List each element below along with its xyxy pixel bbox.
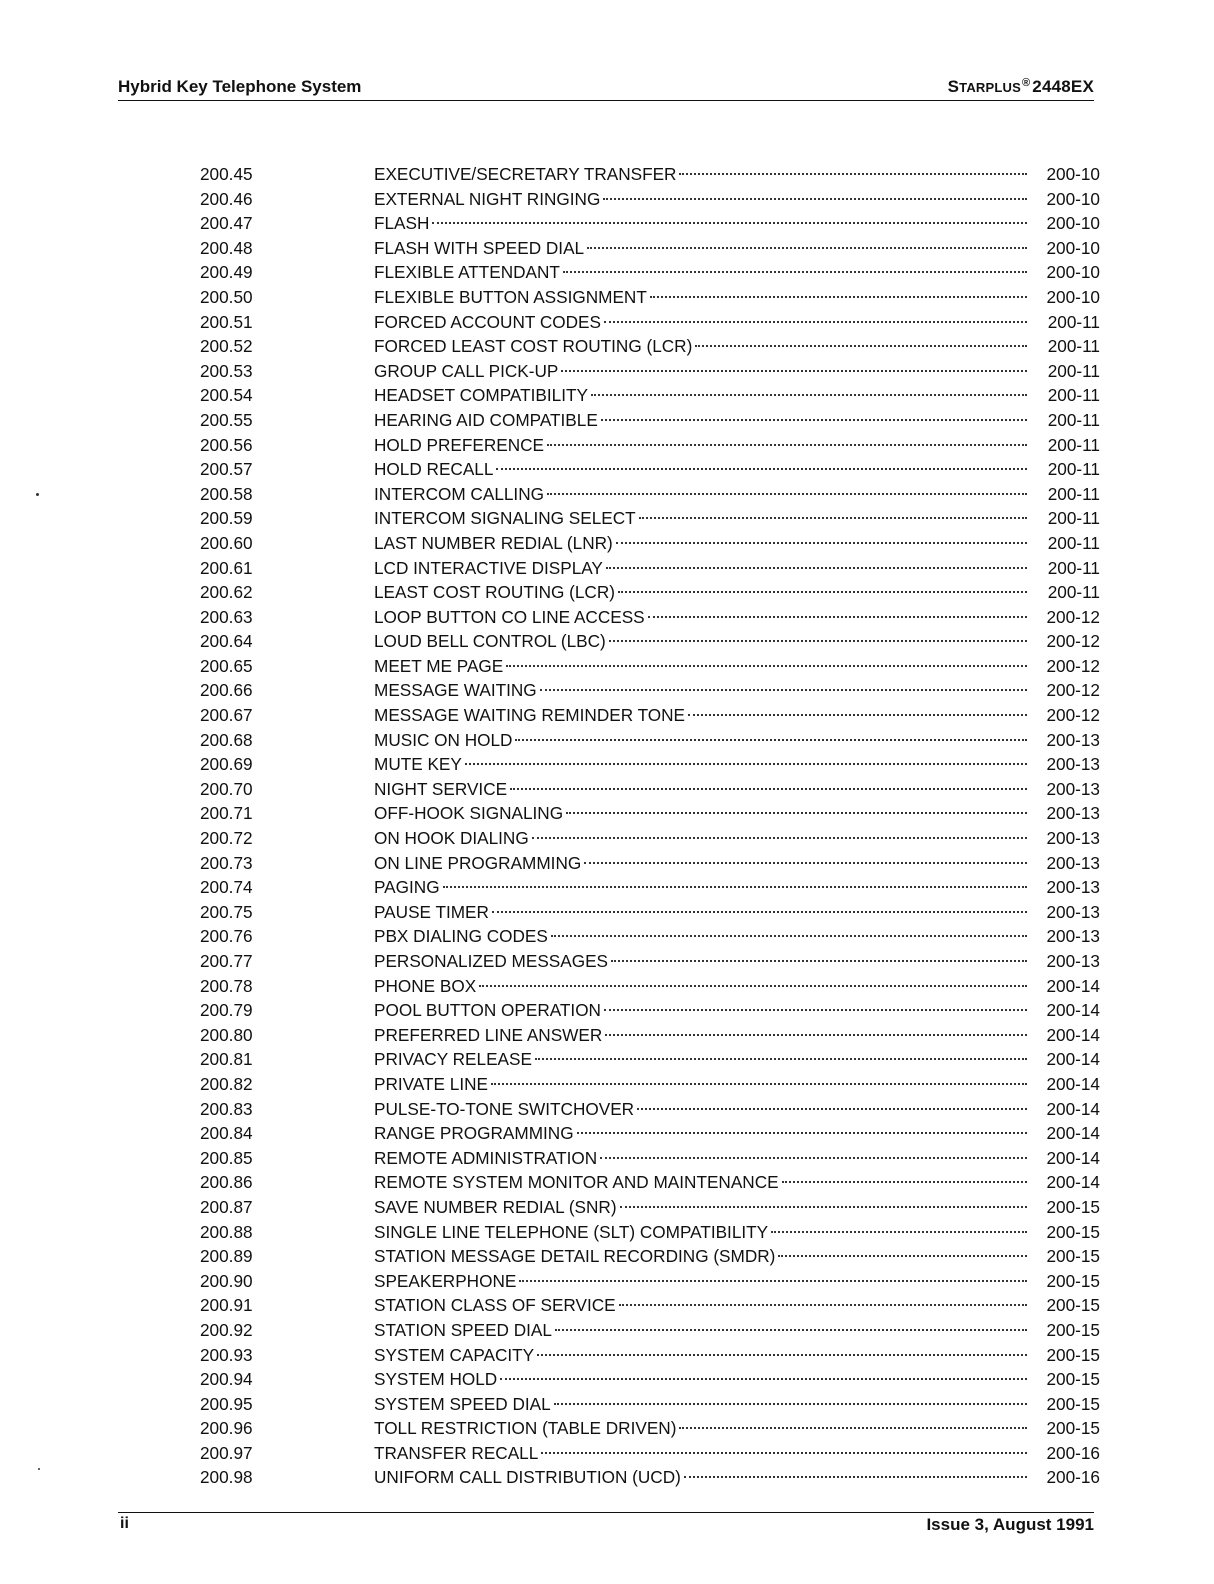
dot-leader — [510, 788, 1027, 790]
toc-entry — [200, 359, 1100, 384]
section-title: ON HOOK DIALING — [374, 828, 529, 849]
dot-leader — [605, 1034, 1027, 1036]
section-number: 200.55 — [200, 409, 253, 430]
section-number: 200.73 — [200, 852, 253, 873]
dot-leader — [492, 911, 1027, 913]
section-page: 200-13 — [1046, 754, 1100, 775]
section-page: 200-15 — [1046, 1270, 1100, 1291]
section-title: PRIVACY RELEASE — [374, 1049, 532, 1070]
section-number: 200.69 — [200, 754, 253, 775]
toc-entry — [200, 875, 1100, 900]
toc-entry — [200, 1146, 1100, 1171]
section-page: 200-15 — [1046, 1393, 1100, 1414]
section-page: 200-12 — [1046, 680, 1100, 701]
dot-leader — [496, 468, 1027, 470]
toc-entry — [200, 851, 1100, 876]
toc-entry — [200, 1416, 1100, 1441]
section-title: FLASH — [374, 213, 430, 234]
dot-leader — [491, 1083, 1027, 1085]
section-page: 200-14 — [1046, 975, 1100, 996]
section-title: SPEAKERPHONE — [374, 1270, 517, 1291]
section-page: 200-10 — [1046, 262, 1100, 283]
section-title: FORCED LEAST COST ROUTING (LCR) — [374, 336, 693, 357]
dot-leader — [639, 517, 1027, 519]
dot-leader — [637, 1108, 1027, 1110]
toc-entry — [200, 1392, 1100, 1417]
section-number: 200.76 — [200, 926, 253, 947]
toc-entry — [200, 1220, 1100, 1245]
toc-entry — [200, 1047, 1100, 1072]
dot-leader — [561, 370, 1027, 372]
section-title: STATION SPEED DIAL — [374, 1319, 552, 1340]
section-page: 200-13 — [1046, 926, 1100, 947]
toc-entry — [200, 1244, 1100, 1269]
toc-entry — [200, 728, 1100, 753]
section-page: 200-14 — [1046, 1073, 1100, 1094]
section-title: PHONE BOX — [374, 975, 477, 996]
section-title: LAST NUMBER REDIAL (LNR) — [374, 532, 613, 553]
section-title: HEADSET COMPATIBILITY — [374, 385, 588, 406]
section-page: 200-13 — [1046, 729, 1100, 750]
dot-leader — [519, 1280, 1027, 1282]
section-number: 200.58 — [200, 483, 253, 504]
dot-leader — [479, 985, 1027, 987]
dot-leader — [695, 345, 1027, 347]
dot-leader — [591, 394, 1027, 396]
toc-entry — [200, 1269, 1100, 1294]
toc-entry — [200, 974, 1100, 999]
toc-entry — [200, 998, 1100, 1023]
dot-leader — [771, 1231, 1027, 1233]
toc-entry — [200, 211, 1100, 236]
section-number: 200.71 — [200, 803, 253, 824]
dot-leader — [606, 567, 1027, 569]
section-number: 200.98 — [200, 1467, 253, 1488]
section-page: 200-16 — [1046, 1442, 1100, 1463]
section-title: LCD INTERACTIVE DISPLAY — [374, 557, 603, 578]
section-page: 200-11 — [1047, 532, 1100, 553]
toc-entry — [200, 457, 1100, 482]
footer-issue-date: Issue 3, August 1991 — [926, 1515, 1094, 1534]
section-title: REMOTE ADMINISTRATION — [374, 1147, 598, 1168]
section-number: 200.49 — [200, 262, 253, 283]
dot-leader — [537, 1354, 1027, 1356]
toc-entry — [200, 654, 1100, 679]
section-page: 200-10 — [1046, 286, 1100, 307]
section-title: FLEXIBLE BUTTON ASSIGNMENT — [374, 286, 647, 307]
section-number: 200.59 — [200, 508, 253, 529]
dot-leader — [604, 1009, 1027, 1011]
toc-entry — [200, 777, 1100, 802]
toc-entry — [200, 1441, 1100, 1466]
section-number: 200.67 — [200, 705, 253, 726]
dot-leader — [619, 1304, 1027, 1306]
section-title: MESSAGE WAITING REMINDER TONE — [374, 705, 686, 726]
section-title: FLASH WITH SPEED DIAL — [374, 237, 585, 258]
section-title: PAGING — [374, 877, 440, 898]
section-page: 200-14 — [1046, 1172, 1100, 1193]
dot-leader — [551, 935, 1027, 937]
dot-leader — [620, 1206, 1027, 1208]
section-title: HOLD PREFERENCE — [374, 434, 544, 455]
section-page: 200-11 — [1047, 508, 1100, 529]
dot-leader — [782, 1181, 1027, 1183]
toc-entry — [200, 1465, 1100, 1490]
section-number: 200.95 — [200, 1393, 253, 1414]
dot-leader — [535, 1058, 1027, 1060]
toc-entry — [200, 1343, 1100, 1368]
toc-entry — [200, 1195, 1100, 1220]
section-page: 200-14 — [1046, 1000, 1100, 1021]
toc-entry — [200, 924, 1100, 949]
section-title: PERSONALIZED MESSAGES — [374, 951, 609, 971]
toc-entry — [200, 801, 1100, 826]
section-title: PREFERRED LINE ANSWER — [374, 1024, 603, 1045]
section-title: UNIFORM CALL DISTRIBUTION (UCD) — [374, 1467, 681, 1488]
section-page: 200-13 — [1046, 877, 1100, 898]
section-number: 200.86 — [200, 1172, 253, 1193]
section-page: 200-12 — [1046, 655, 1100, 676]
section-title: SINGLE LINE TELEPHONE (SLT) COMPATIBILITY — [374, 1221, 769, 1242]
section-title: FLEXIBLE ATTENDANT — [374, 262, 560, 283]
section-title: SYSTEM HOLD — [374, 1369, 498, 1390]
section-number: 200.75 — [200, 901, 253, 922]
section-page: 200-14 — [1046, 1147, 1100, 1168]
section-title: MUSIC ON HOLD — [374, 729, 513, 750]
section-number: 200.65 — [200, 655, 253, 676]
dot-leader — [611, 960, 1027, 962]
toc-entry — [200, 1318, 1100, 1343]
section-number: 200.83 — [200, 1098, 253, 1119]
section-title: MESSAGE WAITING — [374, 680, 537, 701]
dot-leader — [506, 665, 1027, 667]
brand-rest: TARPLUS — [959, 80, 1021, 95]
section-number: 200.51 — [200, 311, 253, 332]
dot-leader — [609, 640, 1027, 642]
dot-leader — [566, 812, 1027, 814]
section-title: SYSTEM CAPACITY — [374, 1344, 535, 1365]
toc-entry — [200, 949, 1100, 974]
section-page: 200-11 — [1047, 360, 1100, 381]
toc-entry — [200, 433, 1100, 458]
dot-leader — [563, 271, 1027, 273]
section-page: 200-11 — [1047, 557, 1100, 578]
toc-entry — [200, 900, 1100, 925]
section-title: LOUD BELL CONTROL (LBC) — [374, 631, 606, 652]
section-number: 200.84 — [200, 1123, 253, 1144]
section-number: 200.97 — [200, 1442, 253, 1463]
section-page: 200-10 — [1046, 164, 1100, 184]
toc-entry — [200, 1170, 1100, 1195]
section-number: 200.85 — [200, 1147, 253, 1168]
dot-leader — [465, 763, 1027, 765]
toc-entry — [200, 310, 1100, 335]
dot-leader — [555, 1329, 1027, 1331]
section-title: POOL BUTTON OPERATION — [374, 1000, 601, 1021]
section-title: GROUP CALL PICK-UP — [374, 360, 559, 381]
section-title: TRANSFER RECALL — [374, 1442, 539, 1463]
section-title: EXTERNAL NIGHT RINGING — [374, 188, 601, 209]
toc-entry — [200, 506, 1100, 531]
toc-entry — [200, 605, 1100, 630]
section-number: 200.61 — [200, 557, 253, 578]
section-title: FORCED ACCOUNT CODES — [374, 311, 601, 332]
dot-leader — [500, 1378, 1027, 1380]
section-page: 200-10 — [1046, 213, 1100, 234]
section-number: 200.68 — [200, 729, 253, 750]
section-page: 200-14 — [1046, 1049, 1100, 1070]
section-page: 200-11 — [1047, 483, 1100, 504]
product-model: 2448EX — [1032, 77, 1094, 96]
section-number: 200.79 — [200, 1000, 253, 1021]
section-page: 200-11 — [1047, 582, 1100, 603]
section-page: 200-15 — [1046, 1344, 1100, 1365]
dot-leader — [547, 493, 1027, 495]
section-number: 200.80 — [200, 1024, 253, 1045]
dot-leader — [684, 1476, 1027, 1478]
table-of-contents — [200, 162, 1100, 1490]
section-page: 200-11 — [1047, 459, 1100, 480]
dot-leader — [554, 1403, 1027, 1405]
section-number: 200.96 — [200, 1418, 253, 1439]
section-page: 200-11 — [1047, 385, 1100, 406]
section-page: 200-13 — [1046, 901, 1100, 922]
section-number: 200.46 — [200, 188, 253, 209]
section-title: MEET ME PAGE — [374, 655, 504, 676]
toc-entry — [200, 1097, 1100, 1122]
scan-speck — [38, 1468, 40, 1470]
section-page: 200-16 — [1046, 1467, 1100, 1488]
dot-leader — [547, 444, 1027, 446]
section-page: 200-15 — [1046, 1221, 1100, 1242]
section-page: 200-15 — [1046, 1196, 1100, 1217]
section-number: 200.56 — [200, 434, 253, 455]
dot-leader — [587, 247, 1027, 249]
section-title: TOLL RESTRICTION (TABLE DRIVEN) — [374, 1418, 677, 1439]
section-page: 200-12 — [1046, 606, 1100, 627]
toc-entry — [200, 1023, 1100, 1048]
section-page: 200-11 — [1047, 336, 1100, 357]
document-title: Hybrid Key Telephone System — [118, 77, 362, 96]
toc-entry — [200, 1367, 1100, 1392]
toc-entry — [200, 1121, 1100, 1146]
section-number: 200.62 — [200, 582, 253, 603]
section-title: HOLD RECALL — [374, 459, 494, 480]
toc-entry — [200, 1072, 1100, 1097]
toc-entry — [200, 236, 1100, 261]
toc-entry — [200, 752, 1100, 777]
toc-entry — [200, 678, 1100, 703]
section-number: 200.45 — [200, 164, 253, 184]
section-title: PAUSE TIMER — [374, 901, 489, 922]
toc-entry — [200, 556, 1100, 581]
dot-leader — [432, 222, 1027, 224]
section-title: MUTE KEY — [374, 754, 462, 775]
section-title: RANGE PROGRAMMING — [374, 1123, 574, 1144]
section-title: INTERCOM SIGNALING SELECT — [374, 508, 636, 529]
section-page: 200-11 — [1047, 311, 1100, 332]
toc-entry — [200, 334, 1100, 359]
section-number: 200.53 — [200, 360, 253, 381]
section-title: STATION MESSAGE DETAIL RECORDING (SMDR) — [374, 1246, 776, 1267]
section-title: INTERCOM CALLING — [374, 483, 544, 504]
section-title: ON LINE PROGRAMMING — [374, 852, 582, 873]
section-number: 200.48 — [200, 237, 253, 258]
section-number: 200.89 — [200, 1246, 253, 1267]
toc-entry — [200, 162, 1100, 187]
section-page: 200-12 — [1046, 631, 1100, 652]
dot-leader — [515, 739, 1027, 741]
section-page: 200-13 — [1046, 803, 1100, 824]
section-title: OFF-HOOK SIGNALING — [374, 803, 564, 824]
toc-entry — [200, 531, 1100, 556]
section-page: 200-13 — [1046, 778, 1100, 799]
section-number: 200.91 — [200, 1295, 253, 1316]
section-title: NIGHT SERVICE — [374, 778, 508, 799]
section-page: 200-10 — [1046, 237, 1100, 258]
dot-leader — [540, 689, 1027, 691]
section-number: 200.66 — [200, 680, 253, 701]
section-number: 200.82 — [200, 1073, 253, 1094]
section-page: 200-15 — [1046, 1418, 1100, 1439]
page-header — [118, 72, 1094, 101]
toc-entry — [200, 1293, 1100, 1318]
scan-speck — [36, 493, 39, 496]
dot-leader — [532, 837, 1027, 839]
dot-leader — [778, 1255, 1027, 1257]
section-number: 200.72 — [200, 828, 253, 849]
toc-entry — [200, 285, 1100, 310]
dot-leader — [688, 714, 1027, 716]
section-number: 200.63 — [200, 606, 253, 627]
section-page: 200-13 — [1046, 852, 1100, 873]
section-number: 200.90 — [200, 1270, 253, 1291]
section-page: 200-13 — [1046, 951, 1100, 971]
registered-mark: ® — [1021, 77, 1031, 89]
section-page: 200-15 — [1046, 1369, 1100, 1390]
section-number: 200.94 — [200, 1369, 253, 1390]
section-page: 200-12 — [1046, 705, 1100, 726]
dot-leader — [443, 886, 1027, 888]
dot-leader — [604, 321, 1027, 323]
section-title: PBX DIALING CODES — [374, 926, 548, 947]
section-number: 200.60 — [200, 532, 253, 553]
dot-leader — [603, 198, 1027, 200]
toc-entry — [200, 629, 1100, 654]
toc-entry — [200, 580, 1100, 605]
section-title: STATION CLASS OF SERVICE — [374, 1295, 616, 1316]
toc-entry — [200, 187, 1100, 212]
section-title: REMOTE SYSTEM MONITOR AND MAINTENANCE — [374, 1172, 779, 1193]
dot-leader — [679, 173, 1027, 175]
section-page: 200-14 — [1046, 1123, 1100, 1144]
section-page: 200-14 — [1046, 1024, 1100, 1045]
dot-leader — [650, 296, 1027, 298]
section-page: 200-11 — [1047, 434, 1100, 455]
section-number: 200.57 — [200, 459, 253, 480]
section-number: 200.77 — [200, 951, 253, 971]
page-footer — [118, 1512, 1094, 1534]
section-page: 200-13 — [1046, 828, 1100, 849]
section-page: 200-15 — [1046, 1295, 1100, 1316]
section-number: 200.92 — [200, 1319, 253, 1340]
section-page: 200-15 — [1046, 1319, 1100, 1340]
dot-leader — [648, 616, 1027, 618]
section-title: SAVE NUMBER REDIAL (SNR) — [374, 1196, 617, 1217]
section-number: 200.87 — [200, 1196, 253, 1217]
toc-entry — [200, 482, 1100, 507]
section-number: 200.78 — [200, 975, 253, 996]
section-number: 200.70 — [200, 778, 253, 799]
footer-page-number: ii — [120, 1515, 129, 1532]
section-number: 200.81 — [200, 1049, 253, 1070]
toc-entry — [200, 826, 1100, 851]
section-page: 200-15 — [1046, 1246, 1100, 1267]
section-number: 200.52 — [200, 336, 253, 357]
dot-leader — [584, 862, 1027, 864]
dot-leader — [618, 591, 1027, 593]
section-number: 200.47 — [200, 213, 253, 234]
brand-initial: S — [947, 77, 960, 96]
dot-leader — [541, 1452, 1027, 1454]
section-number: 200.54 — [200, 385, 253, 406]
section-page: 200-11 — [1047, 409, 1100, 430]
section-title: SYSTEM SPEED DIAL — [374, 1393, 551, 1414]
toc-entry — [200, 408, 1100, 433]
section-number: 200.74 — [200, 877, 253, 898]
dot-leader — [616, 542, 1027, 544]
section-number: 200.64 — [200, 631, 253, 652]
toc-entry — [200, 260, 1100, 285]
section-number: 200.50 — [200, 286, 253, 307]
section-title: LOOP BUTTON CO LINE ACCESS — [374, 606, 645, 627]
section-title: HEARING AID COMPATIBLE — [374, 409, 598, 430]
section-number: 200.88 — [200, 1221, 253, 1242]
dot-leader — [679, 1427, 1027, 1429]
section-title: EXECUTIVE/SECRETARY TRANSFER — [374, 164, 677, 184]
section-title: PULSE-TO-TONE SWITCHOVER — [374, 1098, 635, 1119]
toc-entry — [200, 703, 1100, 728]
section-page: 200-10 — [1046, 188, 1100, 209]
dot-leader — [577, 1132, 1027, 1134]
section-page: 200-14 — [1046, 1098, 1100, 1119]
dot-leader — [601, 419, 1027, 421]
section-title: LEAST COST ROUTING (LCR) — [374, 582, 615, 603]
section-number: 200.93 — [200, 1344, 253, 1365]
toc-entry — [200, 383, 1100, 408]
product-brand — [948, 77, 1094, 97]
section-title: PRIVATE LINE — [374, 1073, 488, 1094]
dot-leader — [600, 1157, 1027, 1159]
